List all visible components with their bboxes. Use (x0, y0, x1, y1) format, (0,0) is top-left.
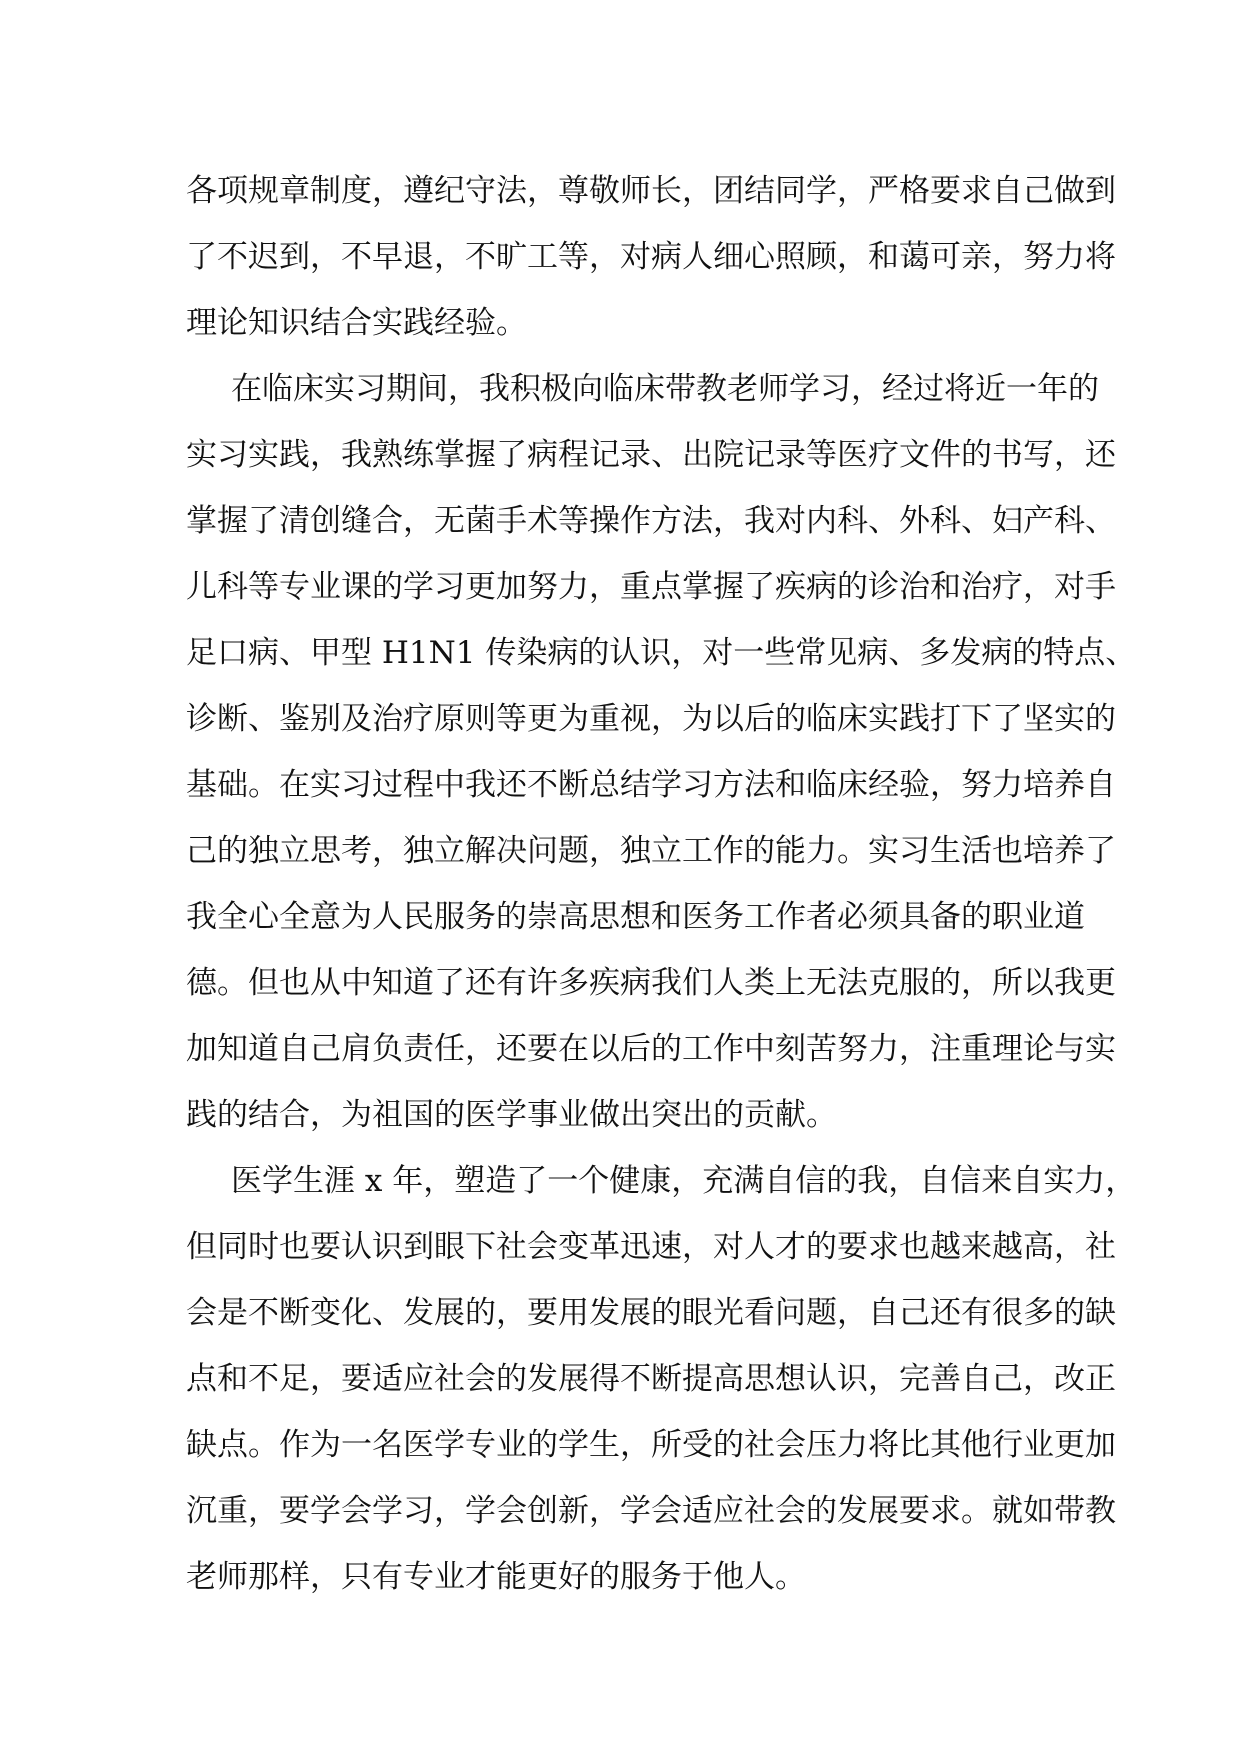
text-line: 各项规章制度，遵纪守法，尊敬师长，团结同学，严格要求自己做到 (186, 173, 1116, 209)
text-line: 在临床实习期间，我积极向临床带教老师学习，经过将近一年的 (231, 371, 1099, 407)
text-line: 缺点。作为一名医学专业的学生，所受的社会压力将比其他行业更加 (186, 1427, 1116, 1463)
text-line: 己的独立思考，独立解决问题，独立工作的能力。实习生活也培养了 (186, 833, 1116, 869)
text-line: 基础。在实习过程中我还不断总结学习方法和临床经验，努力培养自 (186, 767, 1116, 803)
text-line: 加知道自己肩负责任，还要在以后的工作中刻苦努力，注重理论与实 (186, 1031, 1116, 1067)
text-line: 但同时也要认识到眼下社会变革迅速，对人才的要求也越来越高，社 (186, 1229, 1116, 1265)
text-line: 实习实践，我熟练掌握了病程记录、出院记录等医疗文件的书写，还 (186, 437, 1116, 473)
text-line: 老师那样，只有专业才能更好的服务于他人。 (186, 1559, 806, 1595)
text-line: 理论知识结合实践经验。 (186, 305, 527, 341)
text-line: 沉重，要学会学习，学会创新，学会适应社会的发展要求。就如带教 (186, 1493, 1116, 1529)
text-line: 医学生涯 x 年，塑造了一个健康，充满自信的我，自信来自实力， (231, 1163, 1137, 1199)
text-line: 我全心全意为人民服务的崇高思想和医务工作者必须具备的职业道 (186, 899, 1085, 935)
text-line: 会是不断变化、发展的，要用发展的眼光看问题，自己还有很多的缺 (186, 1295, 1116, 1331)
text-line: 点和不足，要适应社会的发展得不断提高思想认识，完善自己，改正 (186, 1361, 1116, 1397)
paragraph (186, 158, 1116, 356)
text-line: 足口病、甲型 H1N1 传染病的认识，对一些常见病、多发病的特点、 (186, 635, 1137, 671)
text-line: 了不迟到，不早退，不旷工等，对病人细心照顾，和蔼可亲，努力将 (186, 239, 1116, 275)
document-body (186, 158, 1137, 1610)
text-line: 诊断、鉴别及治疗原则等更为重视，为以后的临床实践打下了坚实的 (186, 701, 1116, 737)
text-line: 掌握了清创缝合，无菌手术等操作方法，我对内科、外科、妇产科、 (186, 503, 1116, 539)
paragraph (186, 356, 1137, 1148)
text-line: 儿科等专业课的学习更加努力，重点掌握了疾病的诊治和治疗，对手 (186, 569, 1116, 605)
text-line: 德。但也从中知道了还有许多疾病我们人类上无法克服的，所以我更 (186, 965, 1116, 1001)
paragraph (186, 1148, 1137, 1610)
text-line: 践的结合，为祖国的医学事业做出突出的贡献。 (186, 1097, 837, 1133)
